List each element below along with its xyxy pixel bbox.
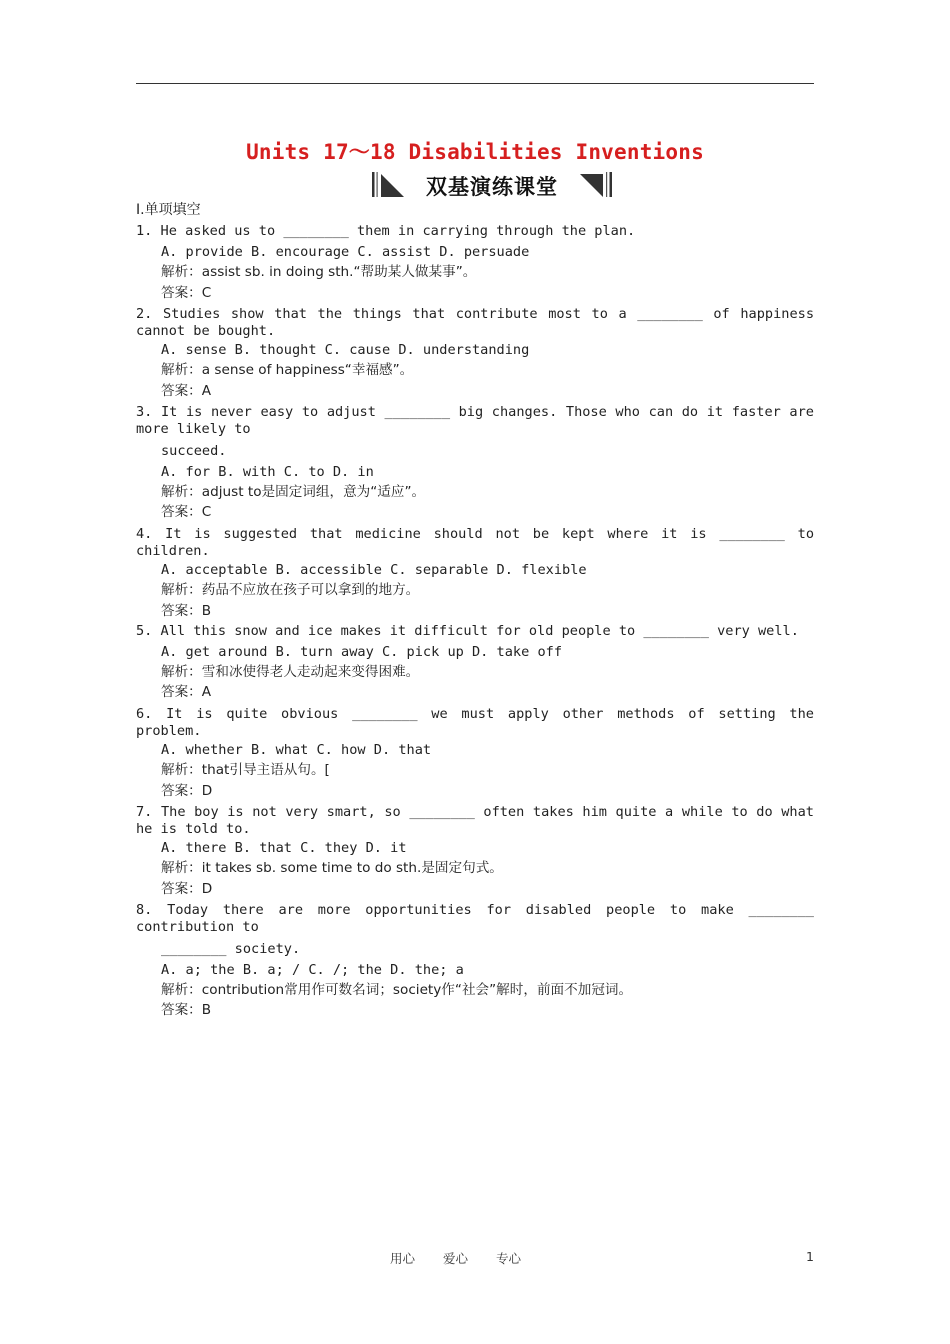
question-3	[136, 404, 814, 523]
question-stem: 3. It is never easy to adjust ________ big changes. Those who can do it faster are more likely to	[136, 404, 814, 438]
question-1	[136, 221, 814, 303]
section-heading: Ⅰ.单项填空	[136, 202, 201, 218]
question-analysis: 解析：assist sb. in doing sth.“帮助某人做某事”。	[161, 264, 477, 281]
question-7	[136, 804, 814, 899]
question-analysis: 解析：contribution常用作可数名词；society作“社会”解时，前面不加冠词。	[161, 981, 633, 998]
question-options: A. get around B. turn away C. pick up D. take off	[161, 643, 563, 660]
question-stem: 6. It is quite obvious ________ we must apply other methods of setting the problem.	[136, 705, 814, 739]
footer-motto-word: 爱心	[443, 1251, 469, 1266]
question-options: A. provide B. encourage C. assist D. persuade	[161, 243, 530, 260]
question-stem: 4. It is suggested that medicine should not be kept where it is ________ to children.	[136, 525, 814, 559]
page-number: 1	[806, 1249, 814, 1264]
question-analysis: 解析：a sense of happiness“幸福感”。	[161, 362, 414, 379]
question-options: A. a; the B. a; / C. /; the D. the; a	[161, 961, 464, 978]
question-stem: 2. Studies show that the things that contribute most to a ________ of happiness cannot be bought.	[136, 306, 814, 340]
banner-title: 双基演练课堂	[426, 175, 558, 199]
question-analysis: 解析：that引导主语从句。[	[161, 762, 330, 779]
question-answer: 答案：A	[161, 684, 212, 701]
question-options: A. there B. that C. they D. it	[161, 839, 407, 856]
question-answer: 答案：D	[161, 782, 213, 799]
question-stem-continuation: ________ society.	[161, 941, 301, 958]
footer-motto-word: 专心	[496, 1251, 522, 1266]
question-answer: 答案：C	[161, 284, 212, 301]
question-stem-continuation: succeed.	[161, 443, 227, 460]
question-6	[136, 706, 814, 801]
question-2	[136, 306, 814, 401]
section-banner	[372, 170, 612, 200]
question-analysis: 解析：雪和冰使得老人走动起来变得困难。	[161, 663, 420, 680]
question-8	[136, 902, 814, 1021]
question-analysis: 解析：it takes sb. some time to do sth.是固定句式。	[161, 860, 503, 877]
question-answer: 答案：A	[161, 382, 212, 399]
page-footer	[0, 1249, 950, 1269]
question-options: A. sense B. thought C. cause D. understanding	[161, 342, 530, 359]
footer-motto-word: 用心	[390, 1251, 416, 1266]
question-analysis: 解析：药品不应放在孩子可以拿到的地方。	[161, 582, 420, 599]
question-answer: 答案：B	[161, 1002, 212, 1019]
question-options: A. whether B. what C. how D. that	[161, 741, 432, 758]
footer-motto	[390, 1249, 545, 1267]
question-answer: 答案：C	[161, 504, 212, 521]
question-analysis: 解析：adjust to是固定词组，意为“适应”。	[161, 484, 426, 501]
question-answer: 答案：D	[161, 880, 213, 897]
question-answer: 答案：B	[161, 602, 212, 619]
exercise-content	[136, 200, 814, 1021]
question-4	[136, 526, 814, 621]
question-options: A. acceptable B. accessible C. separable D. flexible	[161, 561, 587, 578]
question-stem: 1. He asked us to ________ them in carrying through the plan.	[136, 223, 636, 240]
question-stem: 7. The boy is not very smart, so ________ often takes him quite a while to do what he is told to.	[136, 803, 814, 837]
page-title: Units 17～18 Disabilities Inventions	[246, 140, 704, 164]
question-stem: 8. Today there are more opportunities for disabled people to make ________ contribution to	[136, 902, 814, 936]
question-options: A. for B. with C. to D. in	[161, 463, 374, 480]
question-stem: 5. All this snow and ice makes it difficult for old people to ________ very well.	[136, 623, 799, 640]
header-rule	[136, 83, 814, 84]
question-5	[136, 621, 814, 703]
